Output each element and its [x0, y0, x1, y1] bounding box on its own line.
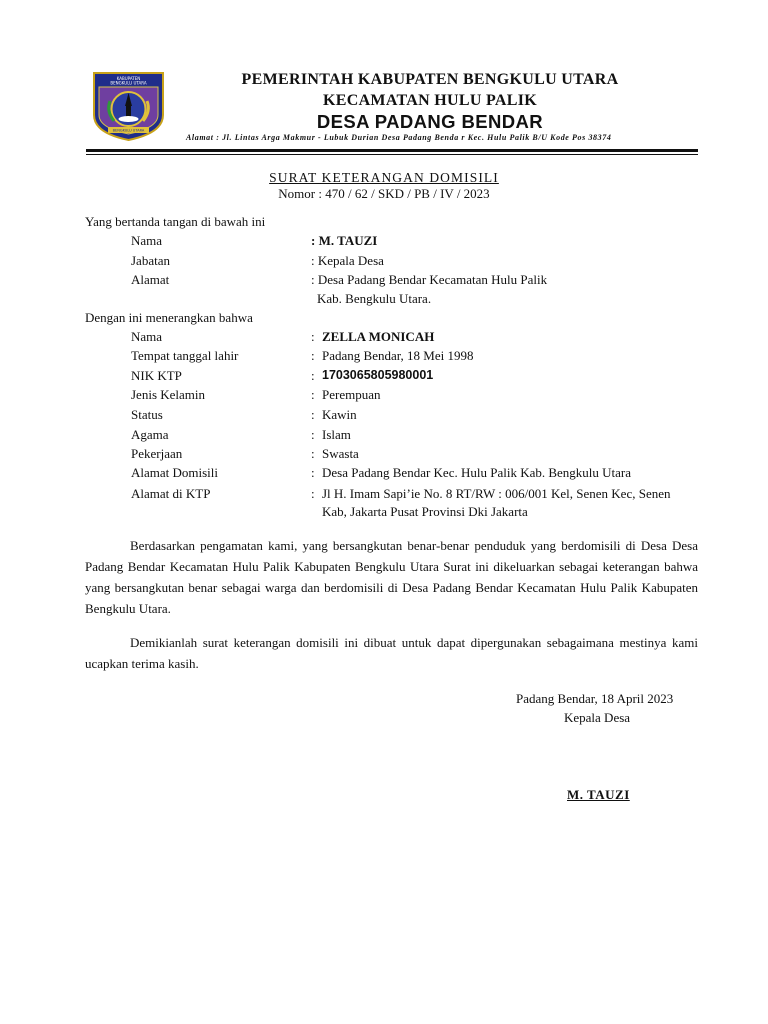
svg-text:KABUPATEN: KABUPATEN: [116, 76, 141, 81]
signer-address-value-line2: Kab. Bengkulu Utara.: [317, 291, 432, 306]
svg-text:BENGKULU UTARA: BENGKULU UTARA: [110, 80, 147, 86]
signer-name-label: Nama: [131, 233, 163, 248]
signer-address-value: : Desa Padang Bendar Kecamatan Hulu Palik: [311, 272, 548, 287]
signer-name-value: : M. TAUZI: [311, 233, 378, 248]
subject-birth-value: Padang Bendar, 18 Mei 1998: [322, 348, 474, 363]
signer-intro: Yang bertanda tangan di bawah ini: [85, 214, 266, 229]
subject-field-label: Jenis Kelamin: [131, 387, 206, 402]
signer-position-value: : Kepala Desa: [311, 253, 384, 268]
subject-field-label: Pekerjaan: [131, 446, 183, 461]
subject-domicile-value: Desa Padang Bendar Kec. Hulu Palik Kab. Bengkulu Utara: [322, 465, 632, 480]
letter-number: Nomor : 470 / 62 / SKD / PB / IV / 2023: [278, 186, 490, 201]
header-divider-thick: [86, 149, 698, 152]
subject-field-colon: :: [311, 486, 315, 501]
subject-field-label: Tempat tanggal lahir: [131, 348, 239, 363]
subject-field-label: Nama: [131, 329, 163, 344]
signer-position-label: Jabatan: [131, 253, 170, 268]
signature-place-date: Padang Bendar, 18 April 2023: [516, 691, 674, 706]
subject-name-value: ZELLA MONICAH: [322, 329, 435, 344]
subject-field-colon: :: [311, 446, 315, 461]
letter-title: SURAT KETERANGAN DOMISILI: [269, 170, 499, 185]
subject-field-label: Agama: [131, 427, 169, 442]
subject-gender-value: Perempuan: [322, 387, 381, 402]
header-divider-thin: [86, 154, 698, 155]
body-paragraph-2: Demikianlah surat keterangan domisili ini dibuat untuk dapat dipergunakan sebagaimana mestinya kami ucapkan terima kasih.: [85, 635, 698, 671]
signature-name: M. TAUZI: [567, 787, 630, 802]
subject-field-label: Alamat di KTP: [131, 486, 211, 501]
header-village-name: DESA PADANG BENDAR: [316, 111, 544, 132]
subject-field-colon: :: [311, 368, 315, 383]
subject-nik-value: 1703065805980001: [322, 368, 434, 382]
header-district-line: KECAMATAN HULU PALIK: [323, 92, 537, 109]
signer-address-label: Alamat: [131, 272, 170, 287]
subject-field-label: Status: [131, 407, 163, 422]
village-emblem-logo: [92, 71, 165, 141]
subject-intro: Dengan ini menerangkan bahwa: [85, 310, 253, 325]
body-paragraph-1: Berdasarkan pengamatan kami, yang bersangkutan benar-benar penduduk yang berdomisili di Desa Desa Padang Bendar Kecamatan Hulu Palik Kabupaten Bengkulu Utara Surat ini dikeluarkan sebagai keterangan bahwa yang bersangkutan benar sebagai warga dan berdomisili di Desa Padang Bendar Kecamatan Hulu Palik Kabupaten Bengkulu Utara.: [85, 538, 698, 616]
header-government-line: PEMERINTAH KABUPATEN BENGKULU UTARA: [241, 71, 619, 88]
svg-text:BENGKULU UTARA: BENGKULU UTARA: [112, 128, 145, 133]
subject-field-colon: :: [311, 329, 315, 344]
subject-field-label: Alamat Domisili: [131, 465, 219, 480]
subject-field-label: NIK KTP: [131, 368, 182, 383]
subject-ktp-address-value-line2: Kab, Jakarta Pusat Provinsi Dki Jakarta: [322, 504, 528, 519]
subject-field-colon: :: [311, 387, 315, 402]
subject-ktp-address-value: Jl H. Imam Sapi’ie No. 8 RT/RW : 006/001 Kel, Senen Kec, Senen: [322, 486, 671, 501]
subject-occupation-value: Swasta: [322, 446, 359, 461]
signature-position: Kepala Desa: [564, 710, 631, 725]
subject-religion-value: Islam: [322, 427, 351, 442]
subject-field-colon: :: [311, 465, 315, 480]
subject-field-colon: :: [311, 407, 315, 422]
header-address: Alamat : Jl. Lintas Arga Makmur - Lubuk Durian Desa Padang Benda r Kec. Hulu Palik B/U Kode Pos 38374: [186, 133, 612, 142]
subject-field-colon: :: [311, 427, 315, 442]
subject-field-colon: :: [311, 348, 315, 363]
subject-status-value: Kawin: [322, 407, 357, 422]
